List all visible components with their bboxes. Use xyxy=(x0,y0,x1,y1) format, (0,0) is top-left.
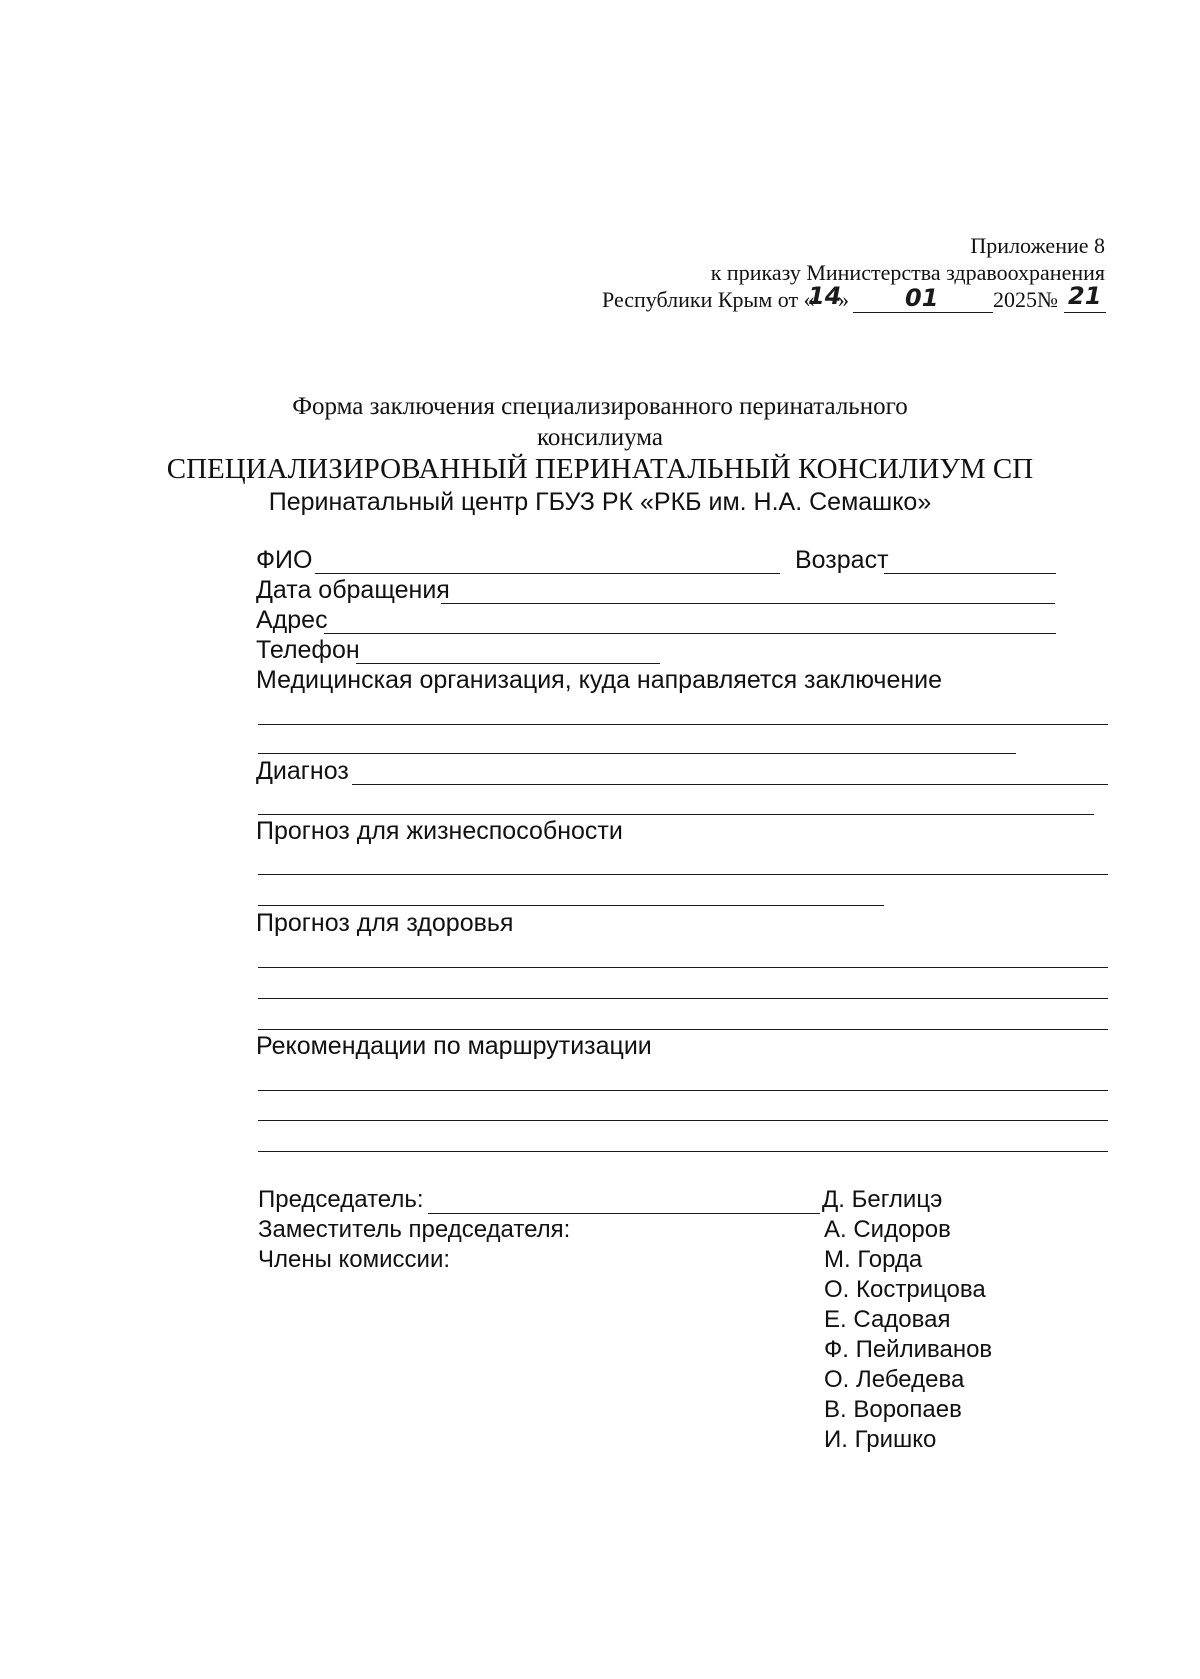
address-label: Адрес xyxy=(256,606,328,634)
council-title: СПЕЦИАЛИЗИРОВАННЫЙ ПЕРИНАТАЛЬНЫЙ КОНСИЛИУМ СП xyxy=(166,453,1034,485)
viability-label: Прогноз для жизнеспособности xyxy=(256,817,623,845)
age-label: Возраст xyxy=(795,546,889,574)
form-title-line2: консилиума xyxy=(536,424,663,451)
org-label: Медицинская организация, куда направляется заключение xyxy=(256,666,943,694)
fio-label: ФИО xyxy=(256,546,313,574)
viability-line-2[interactable] xyxy=(258,905,884,906)
visit-date-label: Дата обращения xyxy=(256,576,450,604)
number-underline xyxy=(1064,312,1106,313)
address-line[interactable] xyxy=(324,633,1056,634)
diagnosis-label: Диагноз xyxy=(256,757,349,785)
order-date-prefix: Республики Крым от « xyxy=(602,287,815,312)
routing-line-1[interactable] xyxy=(258,1090,1108,1091)
health-label: Прогноз для здоровья xyxy=(256,909,514,937)
order-day-handwritten: 14 xyxy=(808,282,842,310)
order-month-handwritten: 01 xyxy=(905,284,939,312)
deputy-label: Заместитель председателя: xyxy=(258,1216,571,1243)
member-name: М. Горда xyxy=(824,1246,923,1273)
member-name: О. Кострицова xyxy=(824,1276,986,1303)
routing-label: Рекомендации по маршрутизации xyxy=(256,1032,652,1060)
member-name: Е. Садовая xyxy=(824,1306,951,1333)
chair-label: Председатель: xyxy=(258,1186,424,1213)
member-name: О. Лебедева xyxy=(824,1366,965,1393)
order-year-label: 2025№ xyxy=(993,287,1058,312)
org-line-2[interactable] xyxy=(258,753,1016,754)
chair-name: Д. Беглицэ xyxy=(822,1186,943,1213)
order-number-handwritten: 21 xyxy=(1068,282,1102,310)
fio-line[interactable] xyxy=(315,573,780,574)
members-label: Члены комиссии: xyxy=(258,1246,451,1273)
health-line-2[interactable] xyxy=(258,998,1108,999)
phone-label: Телефон xyxy=(256,636,360,664)
member-name: В. Воропаев xyxy=(824,1396,962,1423)
routing-line-2[interactable] xyxy=(258,1120,1108,1121)
visit-date-line[interactable] xyxy=(441,603,1055,604)
appendix-label: Приложение 8 xyxy=(970,233,1105,258)
age-line[interactable] xyxy=(884,573,1056,574)
member-name: Ф. Пейливанов xyxy=(824,1336,993,1363)
routing-line-3[interactable] xyxy=(258,1151,1108,1152)
month-underline xyxy=(853,312,993,313)
chair-signature-line[interactable] xyxy=(428,1213,820,1214)
deputy-name: А. Сидоров xyxy=(824,1216,951,1243)
phone-line[interactable] xyxy=(356,663,660,664)
order-date-close-quote: » xyxy=(838,287,849,312)
form-title-line1: Форма заключения специализированного перинатального xyxy=(292,393,908,420)
order-reference: к приказу Министерства здравоохранения xyxy=(710,260,1105,285)
diagnosis-line-2[interactable] xyxy=(258,814,1094,815)
member-name: И. Гришко xyxy=(824,1426,937,1453)
diagnosis-line-1[interactable] xyxy=(352,784,1108,785)
viability-line-1[interactable] xyxy=(258,874,1108,875)
health-line-1[interactable] xyxy=(258,967,1108,968)
org-line-1[interactable] xyxy=(258,724,1108,725)
perinatal-center-title: Перинатальный центр ГБУЗ РК «РКБ им. Н.А. Семашко» xyxy=(268,488,932,516)
health-line-3[interactable] xyxy=(258,1029,1108,1030)
